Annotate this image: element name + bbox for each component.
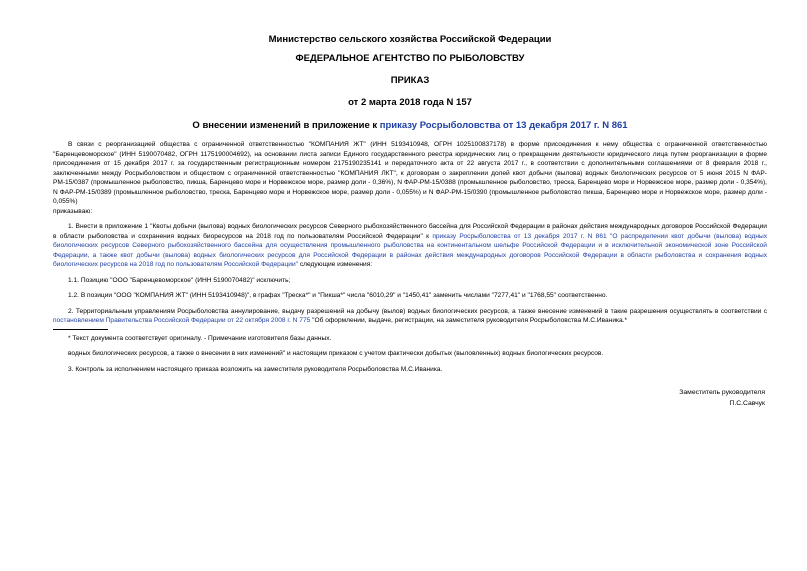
item-3-paragraph: 3. Контроль за исполнением настоящего приказа возложить на заместителя руководителя Росрыболовства М.С.Иваника.	[68, 365, 443, 373]
continuation-paragraph: водных биологических ресурсов, а также о внесении в них изменений" и настоящим приказом с учетом фактически добытых (выловленных) водных биологических ресурсов.	[68, 350, 604, 357]
signature-position: Заместитель руководителя	[679, 389, 765, 396]
doc-title	[53, 120, 767, 132]
item-2-text: 2. Территориальным управлениям Росрыболовства аннулирование, выдачу разрешений на добычу (вылов) водных биологических ресурсов, а также внесение изменений в такие разрешения осуществлять в соответствии с	[68, 307, 767, 315]
date-number-heading: от 2 марта 2018 года N 157	[348, 97, 472, 108]
order-861-link-title: "О распределении квот добычи (вылова) водных биологических ресурсов Северного рыбохозяйственного бассейна для осуществления промышленного рыболовства на континентальном шельфе Российской Федерации и в исключительной экономической зоне Российской Федерации, а также квот добычи (вылова) водных биологических ресурсов для Российской Федерации в районах действия международных договоров Российской Федерации в области рыболовства и сохранения водных биологических ресурсов на 2018 год по пользователям Российской Федерации"	[53, 232, 768, 268]
doc-title-prefix: О внесении изменений в приложение к	[192, 120, 380, 131]
item-2-paragraph	[53, 307, 767, 326]
item-1-text-end: следующие изменения:	[297, 261, 373, 268]
signature-block	[53, 387, 767, 409]
ministry-heading: Министерство сельского хозяйства Российской Федерации	[268, 34, 552, 45]
document-page	[53, 30, 767, 409]
order-861-link-short: приказу Росрыболовства от 13 декабря 2017 г. N 861	[432, 232, 607, 240]
item-1-2-paragraph: 1.2. В позиции "ООО "КОМПАНИЯ ЖТ" (ИНН 5193410948)", в графах "Треска*" и "Пикша*" числа "6010,29" и "1450,41" заменить числами "7277,41" и "1768,55" соответственно.	[68, 292, 608, 299]
agency-heading: ФЕДЕРАЛЬНОЕ АГЕНТСТВО ПО РЫБОЛОВСТВУ	[295, 53, 525, 64]
preamble-paragraph: В связи с реорганизацией общества с ограниченной ответственностью "КОМПАНИЯ ЖТ" (ИНН 5193410948, ОГРН 1025100837178) в форме присоединения к нему общества с ограниченной ответственностью "Баренцевоморское" (ИНН 5190070482, ОГРН 1175190004692), на основании листа записи Единого государственного реестра юридических лиц о прекращении деятельности юридического лица путем реорганизации в форме присоединения от 15 декабря 2017 г. за государственным регистрационным номером 2175190235141 и передаточного акта от 22 августа 2017 г., в соответствии с дополнительными соглашениями от 8 февраля 2018 г., заключенными между Росрыболовством и обществом с ограниченной ответственностью "КОМПАНИЯ ЛКТ", к договорам о закреплении долей квот добычи (вылова) водных биологических ресурсов от 5 июня 2015 N ФАР-РМ-15/0387 (промышленное рыболовство, пикша, Баренцево море и Норвежское море, размер доли - 0,36%), N ФАР-РМ-15/0388 (промышленное рыболовство, треска, Баренцево море и Норвежское море, размер доли - 0,354%), N ФАР-РМ-15/0389 (промышленное рыболовство, треска, Баренцево море и Норвежское море, размер доли - 0,055%) и N ФАР-РМ-15/0390 (промышленное рыболовство пикша, Баренцево море и Норвежское море, размер доли - 0,055%)	[53, 141, 767, 205]
title-order-link[interactable]: приказу Росрыболовства от 13 декабря 2017 г. N 861	[379, 120, 628, 131]
signature-name: П.С.Савчук	[729, 400, 765, 407]
item-1-1-paragraph: 1.1. Позицию "ООО "Баренцевоморское" (ИНН 5190070482)" исключить;	[68, 276, 291, 284]
item-1-text: 1. Внести в приложение 1 "Квоты добычи (вылова) водных биологических ресурсов Северного рыбохозяйственного бассейна для Российской Федерации в районах действия международных договоров Российской Федерации в области рыболовства и сохранения водных биоресурсов на 2018 год по пользователям Российской Федерации" к	[53, 223, 767, 240]
doc-type-heading: ПРИКАЗ	[390, 75, 430, 86]
footnote-text: * Текст документа соответствует оригиналу. - Примечание изготовителя базы данных.	[68, 334, 332, 342]
item-2-text-end: "Об оформлении, выдаче, регистрации, на заместителя руководителя Росрыболовства М.С.Иваника.*	[310, 317, 628, 324]
item-1-paragraph	[53, 222, 767, 270]
resolution-775-link[interactable]: постановлением Правительства Российской Федерации от 22 октября 2008 г. N 775	[53, 317, 311, 324]
footnote-divider	[53, 329, 108, 330]
prikazyvayu-text: приказываю:	[53, 207, 93, 215]
